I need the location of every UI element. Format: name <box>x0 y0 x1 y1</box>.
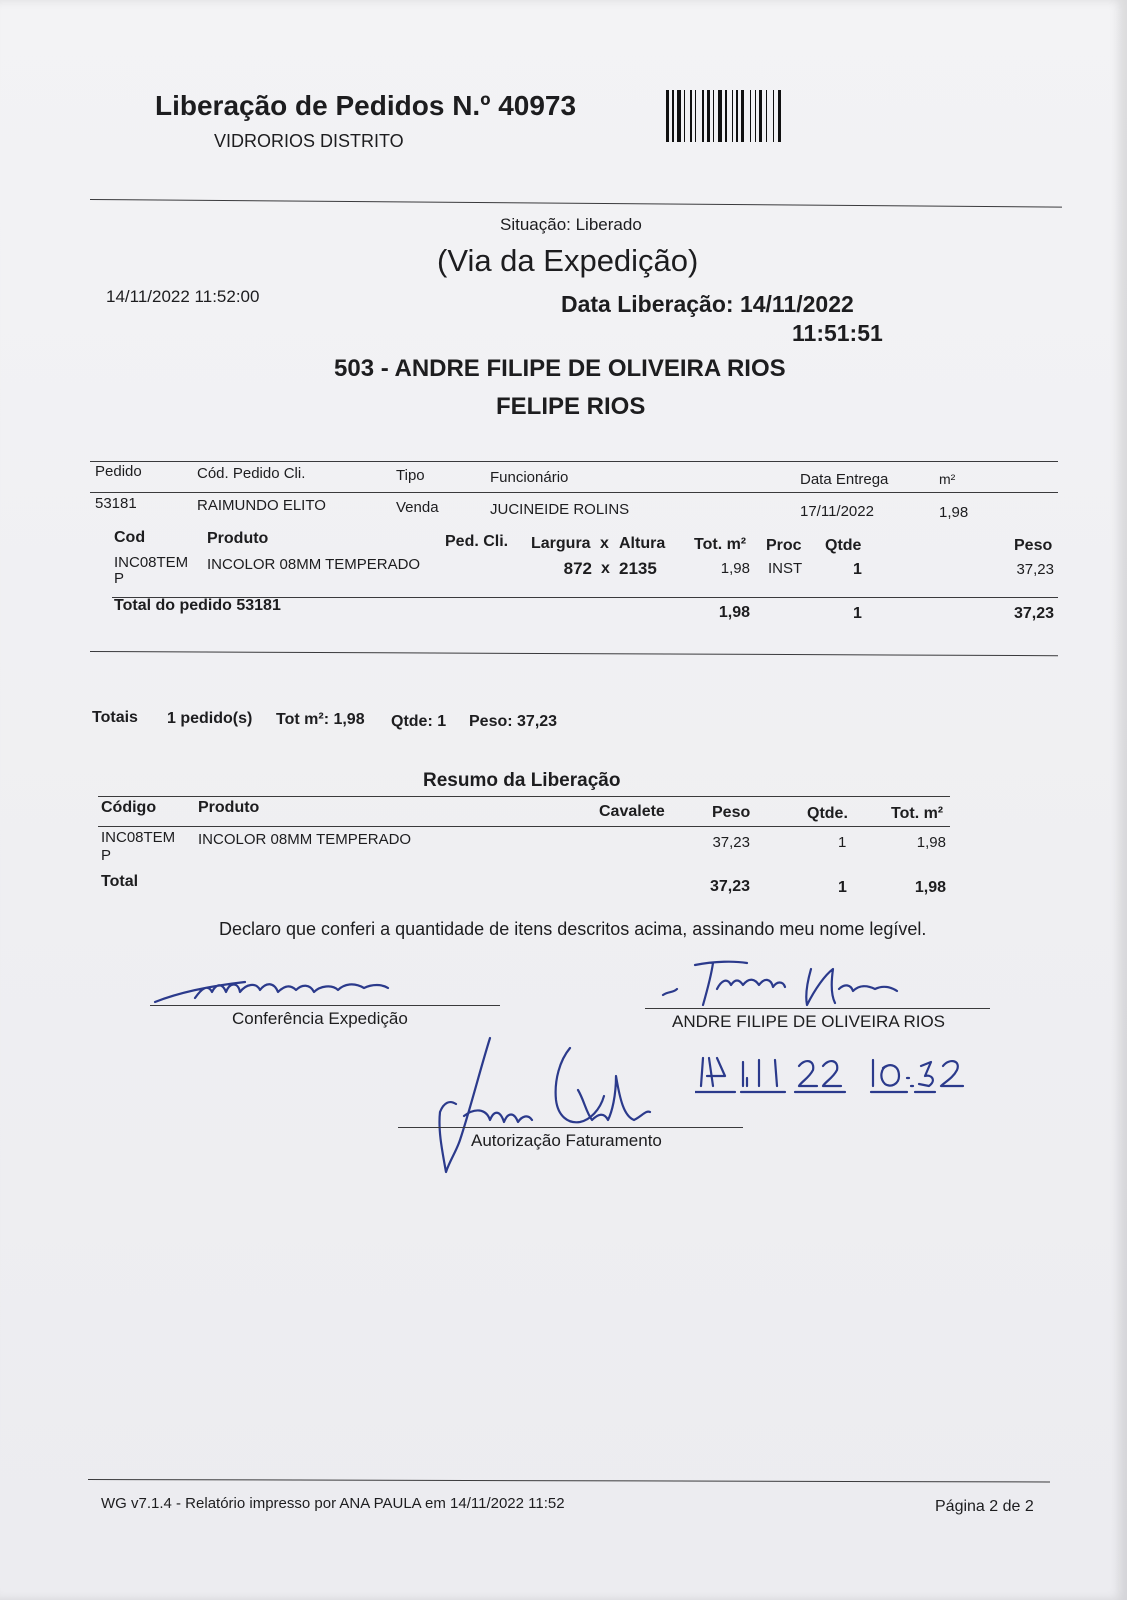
item-qtde: 1 <box>853 561 862 578</box>
item-header-produto: Produto <box>207 530 269 547</box>
item-x: x <box>601 560 610 577</box>
item-tot-m2: 1,98 <box>720 560 750 577</box>
signature-line-right <box>645 1008 990 1009</box>
signature-label-autorizacao: Autorização Faturamento <box>471 1131 662 1150</box>
item-header-peso: Peso <box>1014 537 1053 554</box>
totals-label: Totais <box>92 709 138 726</box>
summary-header-tot-m2: Tot. m² <box>891 805 944 822</box>
summary-codigo-line2: P <box>101 847 112 864</box>
status-text: Situação: Liberado <box>500 215 642 234</box>
signature-cliente <box>655 955 915 1015</box>
summary-header-rule <box>98 826 950 827</box>
item-altura: 2135 <box>619 559 657 578</box>
summary-header-qtde: Qtde. <box>807 805 848 822</box>
summary-produto: INCOLOR 08MM TEMPERADO <box>198 831 412 848</box>
client-alias: FELIPE RIOS <box>496 393 646 420</box>
release-time: 11:51:51 <box>792 320 883 346</box>
order-total-qtde: 1 <box>853 605 862 622</box>
item-header-largura: Largura <box>531 535 591 552</box>
signature-autorizacao <box>420 1030 660 1180</box>
summary-header-peso: Peso <box>712 804 751 821</box>
order-table-top-rule <box>90 461 1058 462</box>
item-header-altura: Altura <box>619 535 666 552</box>
footer-rule <box>88 1479 1050 1483</box>
signature-label-cliente: ANDRE FILIPE DE OLIVEIRA RIOS <box>672 1012 946 1031</box>
summary-qtde: 1 <box>838 834 847 851</box>
header-rule <box>90 199 1062 208</box>
order-data-entrega: 17/11/2022 <box>800 503 874 520</box>
footer-print-info: WG v7.1.4 - Relatório impresso por ANA PAULA em 14/11/2022 11:52 <box>101 1495 565 1512</box>
totals-m2: Tot m²: 1,98 <box>276 711 365 728</box>
order-funcionario: JUCINEIDE ROLINS <box>490 501 630 518</box>
via-title: (Via da Expedição) <box>437 243 699 278</box>
client-name: 503 - ANDRE FILIPE DE OLIVEIRA RIOS <box>334 355 786 382</box>
order-cod-cli: RAIMUNDO ELITO <box>197 497 326 514</box>
signature-label-conferencia: Conferência Expedição <box>232 1009 408 1028</box>
item-header-x: x <box>600 535 609 552</box>
item-peso: 37,23 <box>1016 561 1054 578</box>
totals-qtde: Qtde: 1 <box>391 713 447 730</box>
item-header-tot-m2: Tot. m² <box>694 536 747 553</box>
summary-header-produto: Produto <box>198 799 260 816</box>
footer-page-number: Página 2 de 2 <box>935 1498 1034 1515</box>
col-header-m2: m² <box>939 471 956 487</box>
summary-codigo-line1: INC08TEM <box>101 829 176 846</box>
document-title: Liberação de Pedidos N.º 40973 <box>155 90 577 121</box>
item-header-cod: Cod <box>114 529 146 546</box>
totals-peso: Peso: 37,23 <box>469 713 558 730</box>
item-header-proc: Proc <box>766 537 802 554</box>
totals-pedidos: 1 pedido(s) <box>167 710 253 727</box>
summary-title: Resumo da Liberação <box>423 770 621 791</box>
summary-total-peso: 37,23 <box>709 878 750 895</box>
declaration-text: Declaro que conferi a quantidade de itens descritos acima, assinando meu nome legível. <box>219 919 927 939</box>
handwritten-date <box>695 1048 985 1098</box>
item-produto: INCOLOR 08MM TEMPERADO <box>207 556 421 573</box>
order-tipo: Venda <box>396 499 439 516</box>
summary-total-tot-m2: 1,98 <box>914 879 946 896</box>
summary-top-rule <box>98 796 950 797</box>
summary-total-qtde: 1 <box>838 879 847 896</box>
item-header-qtde: Qtde <box>825 537 862 554</box>
item-header-ped-cli: Ped. Cli. <box>445 533 509 550</box>
signature-line-auth <box>398 1127 743 1128</box>
col-header-funcionario: Funcionário <box>490 469 569 486</box>
printed-datetime: 14/11/2022 11:52:00 <box>106 287 260 306</box>
col-header-data-entrega: Data Entrega <box>800 471 889 488</box>
order-pedido: 53181 <box>95 495 137 512</box>
summary-total-label: Total <box>101 873 139 890</box>
summary-tot-m2: 1,98 <box>916 834 946 851</box>
company-name: VIDRORIOS DISTRITO <box>214 131 404 151</box>
item-cod-line2: P <box>114 570 125 587</box>
order-table-header-rule <box>90 492 1058 493</box>
summary-peso: 37,23 <box>712 834 750 851</box>
order-m2: 1,98 <box>939 504 969 521</box>
barcode <box>666 90 842 142</box>
item-cod-line1: INC08TEM <box>114 554 189 571</box>
order-total-peso: 37,23 <box>1013 605 1054 622</box>
summary-header-codigo: Código <box>101 799 157 816</box>
order-total-label: Total do pedido 53181 <box>114 597 281 614</box>
col-header-pedido: Pedido <box>95 463 142 480</box>
item-largura: 872 <box>563 559 592 578</box>
order-total-m2: 1,98 <box>718 604 750 621</box>
summary-header-cavalete: Cavalete <box>599 803 665 820</box>
order-table-bottom-rule <box>90 651 1058 656</box>
col-header-tipo: Tipo <box>396 467 425 484</box>
item-proc: INST <box>768 560 803 577</box>
col-header-cod-cli: Cód. Pedido Cli. <box>197 465 306 482</box>
signature-line-left <box>150 1005 500 1006</box>
release-date: Data Liberação: 14/11/2022 <box>561 291 854 317</box>
